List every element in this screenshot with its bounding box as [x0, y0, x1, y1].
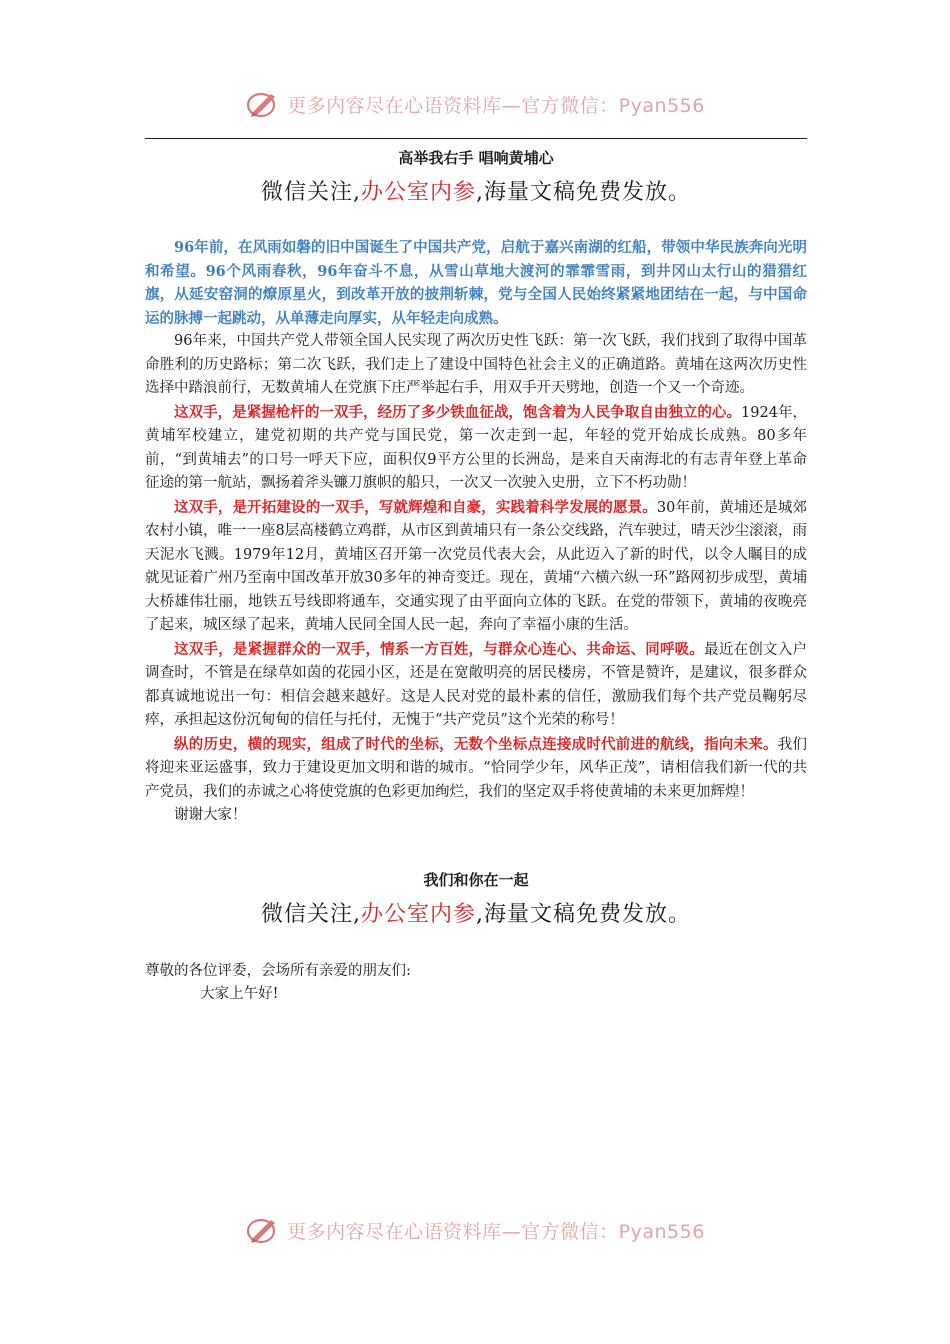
lead-sentence: 这双手，是紧握群众的一双手，情系一方百姓，与群众心连心、共命运、同呼吸。 — [174, 640, 705, 658]
promo-banner — [145, 176, 807, 210]
banner-suffix: ,海量文稿免费发放。 — [476, 901, 691, 927]
paragraph-text: 30年前，黄埔还是城郊农村小镇，唯一一座8层高楼鹤立鸡群，从市区到黄埔只有一条公交线路，汽车驶过，晴天沙尘滚滚，雨天泥水飞溅。1979年12月，黄埔区召开第一次党员代表大会，从此迈入了新的时代，以令人瞩目的成就见证着广州乃至南中国改革开放30多年的神奇变迁。现在，黄埔“六横六纵一环”路网初步成型，黄埔大桥雄伟壮丽，地铁五号线即将通车，交通实现了由平面向立体的飞跃。在党的带领下，黄埔的夜晚亮了起来，城区绿了起来，黄埔人民同全国人民一起，奔向了幸福小康的生活。 — [145, 499, 807, 633]
banner-prefix: 微信关注, — [260, 901, 361, 927]
brand-banner — [245, 88, 705, 120]
section-title: 高举我右手 唱响黄埔心 — [398, 149, 554, 167]
brand-text: 更多内容尽在心语资料库—官方微信：Pyan556 — [287, 1220, 705, 1243]
paragraph-text: 我们将迎来亚运盛事，致力于建设更加文明和谐的城市。“恰同学少年，风华正茂”，请相信我们新一代的共产党员，我们的赤诚之心将使党旗的色彩更加绚烂，我们的坚定双手将使黄埔的未来更加辉煌！ — [145, 736, 808, 800]
promo-banner-2 — [145, 898, 807, 932]
brand-text: 更多内容尽在心语资料库—官方微信：Pyan556 — [287, 94, 705, 117]
salutation: 尊敬的各位评委，会场所有亲爱的朋友们: — [145, 962, 411, 979]
banner-suffix: ,海量文稿免费发放。 — [476, 180, 691, 205]
lead-sentence: 纵的历史，横的现实，组成了时代的坐标，无数个坐标点连接成时代前进的航线，指向未来。 — [174, 735, 778, 753]
pen-circle-logo-icon — [245, 88, 281, 120]
banner-highlight: 办公室内参 — [360, 901, 476, 927]
paragraph-hand-3 — [145, 638, 807, 733]
banner-prefix: 微信关注, — [260, 180, 361, 205]
paragraph-text: 最近在创文入户调查时，不管是在绿草如茵的花园小区，还是在宽敞明亮的居民楼房，不管是赞许，是建议，很多群众都真诚地说出一句：相信会越来越好。这是人民对党的最朴素的信任，激励我们每个共产党员鞠躬尽瘁，承担起这份沉甸甸的信任与托付，无愧于“共产党员”这个光荣的称号！ — [145, 641, 807, 728]
header-rule — [145, 138, 807, 139]
pen-circle-logo-icon — [245, 1214, 281, 1246]
paragraph-future — [145, 733, 807, 805]
lead-sentence: 这双手，是紧握枪杆的一双手，经历了多少铁血征战，饱含着为人民争取自由独立的心。 — [174, 403, 742, 421]
page-header — [0, 84, 950, 124]
closing-thanks: 谢谢大家！ — [174, 807, 247, 823]
document-body — [145, 146, 807, 1007]
paragraph-hand-1 — [145, 401, 807, 496]
paragraph-leaps: 96年来，中国共产党人带领全国人民实现了两次历史性飞跃：第一次飞跃，我们找到了取得中国革命胜利的历史路标；第二次飞跃，我们走上了建设中国特色社会主义的正确道路。黄埔在这两次历史性选择中踏浪前行，无数黄埔人在党旗下庄严举起右手，用双手开天劈地，创造一个又一个奇迹。 — [145, 333, 807, 396]
brand-banner — [245, 1214, 705, 1246]
page-footer — [0, 1210, 950, 1250]
section-title-2: 我们和你在一起 — [423, 870, 529, 889]
paragraph-text: 1924年，黄埔军校建立，建党初期的共产党与国民党，第一次走到一起，年轻的党开始成长成熟。80多年前，“到黄埔去”的口号一呼天下应，面积仅9平方公里的长洲岛，是来自天南海北的有志青年登上革命征途的第一航站，飘扬着斧头镰刀旗帜的船只，一次又一次驶入史册，立下不朽功勋！ — [145, 404, 807, 491]
lead-sentence: 这双手，是开拓建设的一双手，写就辉煌和自豪，实践着科学发展的愿景。 — [174, 498, 657, 516]
intro-paragraph: 96年前，在风雨如磐的旧中国诞生了中国共产党，启航于嘉兴南湖的红船，带领中华民族奔向光明和希望。96个风雨春秋，96年奋斗不息，从雪山草地大渡河的霏霏雪雨，到井冈山太行山的猎猎红旗，从延安窑洞的燎原星火，到改革开放的披荆斩棘，党与全国人民始终紧紧地团结在一起，与中国命运的脉搏一起跳动，从单薄走向厚实，从年轻走向成熟。 — [145, 239, 807, 327]
greeting: 大家上午好! — [200, 986, 279, 1002]
banner-highlight: 办公室内参 — [360, 180, 476, 205]
paragraph-hand-2 — [145, 496, 807, 638]
